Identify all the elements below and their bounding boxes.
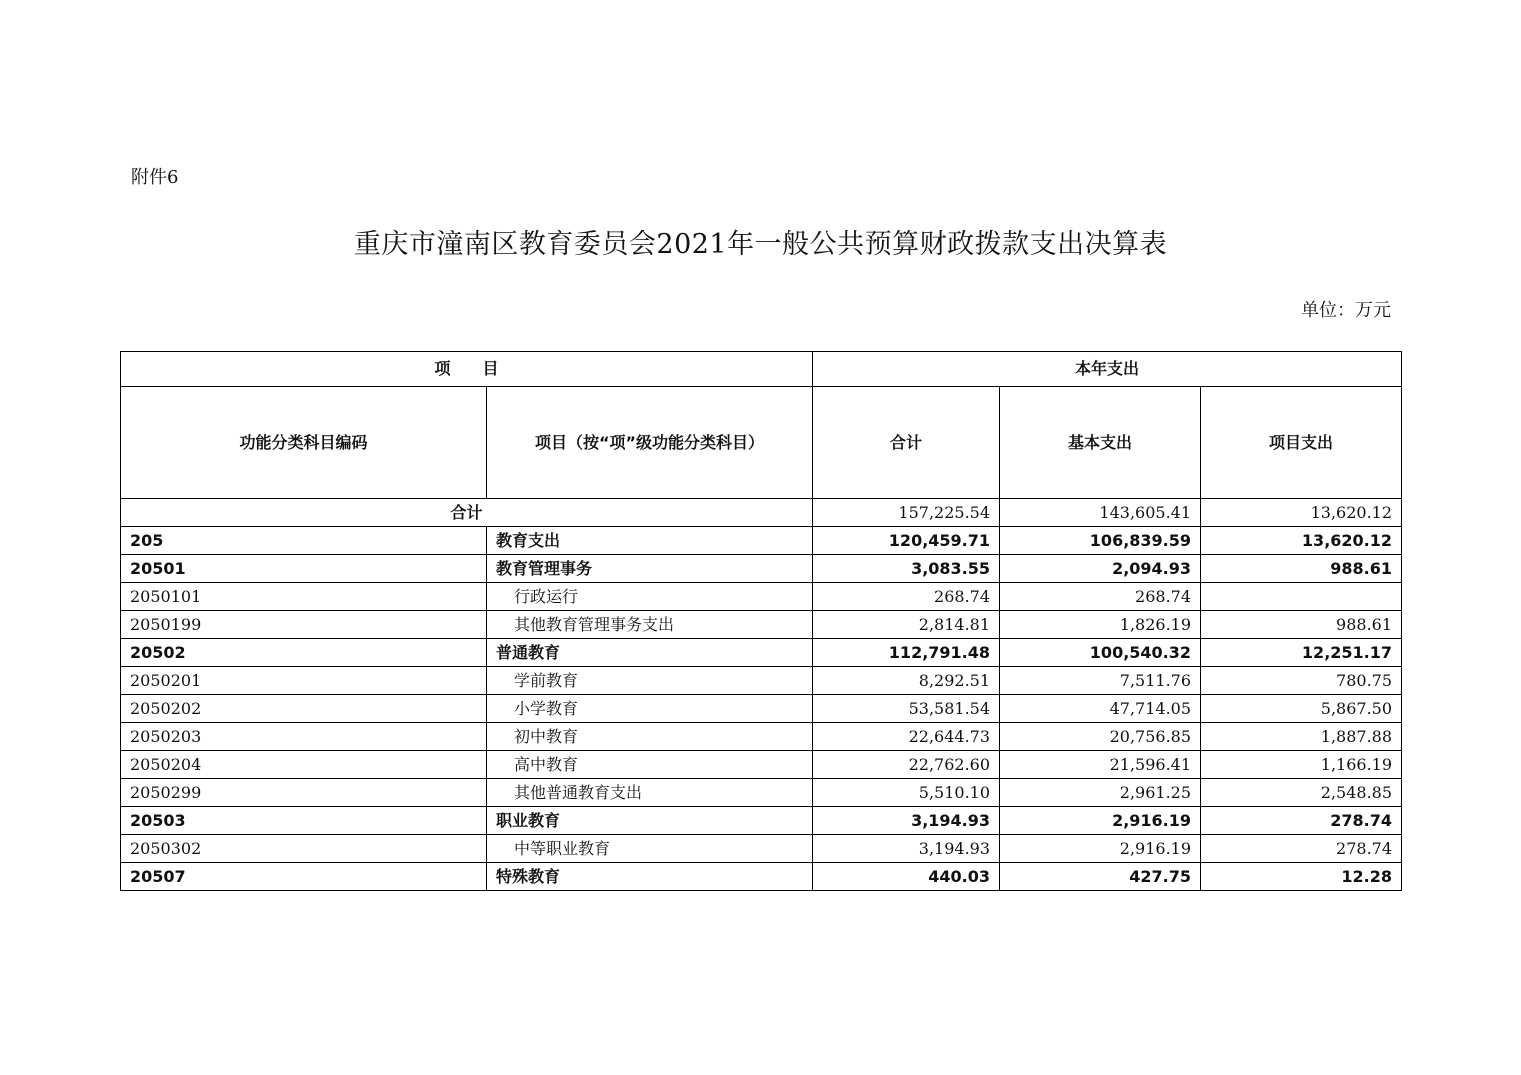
name-cell: 行政运行 [487,583,813,611]
column-header-project: 项目支出 [1201,387,1402,499]
basic-cell: 1,826.19 [1000,611,1201,639]
table-row [121,639,1402,667]
table-row [121,723,1402,751]
project-cell: 2,548.85 [1201,779,1402,807]
total-label: 合计 [121,499,813,527]
name-cell: 学前教育 [487,667,813,695]
total-row [121,499,1402,527]
name-cell: 教育支出 [487,527,813,555]
project-cell: 780.75 [1201,667,1402,695]
basic-cell: 2,961.25 [1000,779,1201,807]
name-cell: 其他教育管理事务支出 [487,611,813,639]
total-cell: 3,083.55 [813,555,1000,583]
column-header-total: 合计 [813,387,1000,499]
total-cell: 112,791.48 [813,639,1000,667]
code-cell: 2050101 [121,583,487,611]
basic-cell: 2,916.19 [1000,807,1201,835]
total-cell: 22,644.73 [813,723,1000,751]
code-cell: 2050201 [121,667,487,695]
project-cell: 988.61 [1201,555,1402,583]
basic-cell: 268.74 [1000,583,1201,611]
basic-cell: 100,540.32 [1000,639,1201,667]
total-cell: 8,292.51 [813,667,1000,695]
code-cell: 20502 [121,639,487,667]
project-cell: 1,887.88 [1201,723,1402,751]
header-columns-row [121,387,1402,499]
total-value: 157,225.54 [813,499,1000,527]
name-cell: 高中教育 [487,751,813,779]
unit-label: 单位：万元 [1301,300,1391,321]
column-header-name: 项目（按“项”级功能分类科目） [487,387,813,499]
name-cell: 其他普通教育支出 [487,779,813,807]
table-row [121,667,1402,695]
code-cell: 20501 [121,555,487,583]
basic-cell: 427.75 [1000,863,1201,891]
code-cell: 2050204 [121,751,487,779]
table-row [121,583,1402,611]
code-cell: 205 [121,527,487,555]
basic-cell: 47,714.05 [1000,695,1201,723]
header-item: 项 目 [121,352,813,387]
name-cell: 小学教育 [487,695,813,723]
table-row [121,863,1402,891]
project-cell: 13,620.12 [1201,527,1402,555]
table-row [121,751,1402,779]
basic-cell: 2,916.19 [1000,835,1201,863]
project-cell: 278.74 [1201,835,1402,863]
project-cell: 278.74 [1201,807,1402,835]
annex-label: 附件6 [131,167,179,188]
code-cell: 2050302 [121,835,487,863]
basic-cell: 20,756.85 [1000,723,1201,751]
project-cell: 12,251.17 [1201,639,1402,667]
code-cell: 20507 [121,863,487,891]
table-row [121,779,1402,807]
code-cell: 2050202 [121,695,487,723]
total-cell: 53,581.54 [813,695,1000,723]
table-row [121,807,1402,835]
table-row [121,555,1402,583]
total-cell: 120,459.71 [813,527,1000,555]
name-cell: 职业教育 [487,807,813,835]
name-cell: 普通教育 [487,639,813,667]
name-cell: 特殊教育 [487,863,813,891]
basic-cell: 106,839.59 [1000,527,1201,555]
code-cell: 2050199 [121,611,487,639]
project-cell: 988.61 [1201,611,1402,639]
page-title: 重庆市潼南区教育委员会2021年一般公共预算财政拨款支出决算表 [353,229,1168,260]
table-row [121,695,1402,723]
project-cell [1201,583,1402,611]
project-value: 13,620.12 [1201,499,1402,527]
basic-cell: 21,596.41 [1000,751,1201,779]
column-header-basic: 基本支出 [1000,387,1201,499]
table-row [121,835,1402,863]
total-cell: 3,194.93 [813,835,1000,863]
header-group-row [121,352,1402,387]
column-header-code: 功能分类科目编码 [121,387,487,499]
total-cell: 268.74 [813,583,1000,611]
name-cell: 教育管理事务 [487,555,813,583]
table-row [121,611,1402,639]
project-cell: 5,867.50 [1201,695,1402,723]
project-cell: 1,166.19 [1201,751,1402,779]
basic-cell: 2,094.93 [1000,555,1201,583]
basic-cell: 7,511.76 [1000,667,1201,695]
total-cell: 3,194.93 [813,807,1000,835]
total-cell: 440.03 [813,863,1000,891]
total-cell: 5,510.10 [813,779,1000,807]
header-spend: 本年支出 [813,352,1402,387]
table-row [121,527,1402,555]
total-cell: 22,762.60 [813,751,1000,779]
project-cell: 12.28 [1201,863,1402,891]
budget-table [120,351,1402,891]
code-cell: 20503 [121,807,487,835]
code-cell: 2050299 [121,779,487,807]
code-cell: 2050203 [121,723,487,751]
name-cell: 中等职业教育 [487,835,813,863]
total-cell: 2,814.81 [813,611,1000,639]
basic-value: 143,605.41 [1000,499,1201,527]
name-cell: 初中教育 [487,723,813,751]
